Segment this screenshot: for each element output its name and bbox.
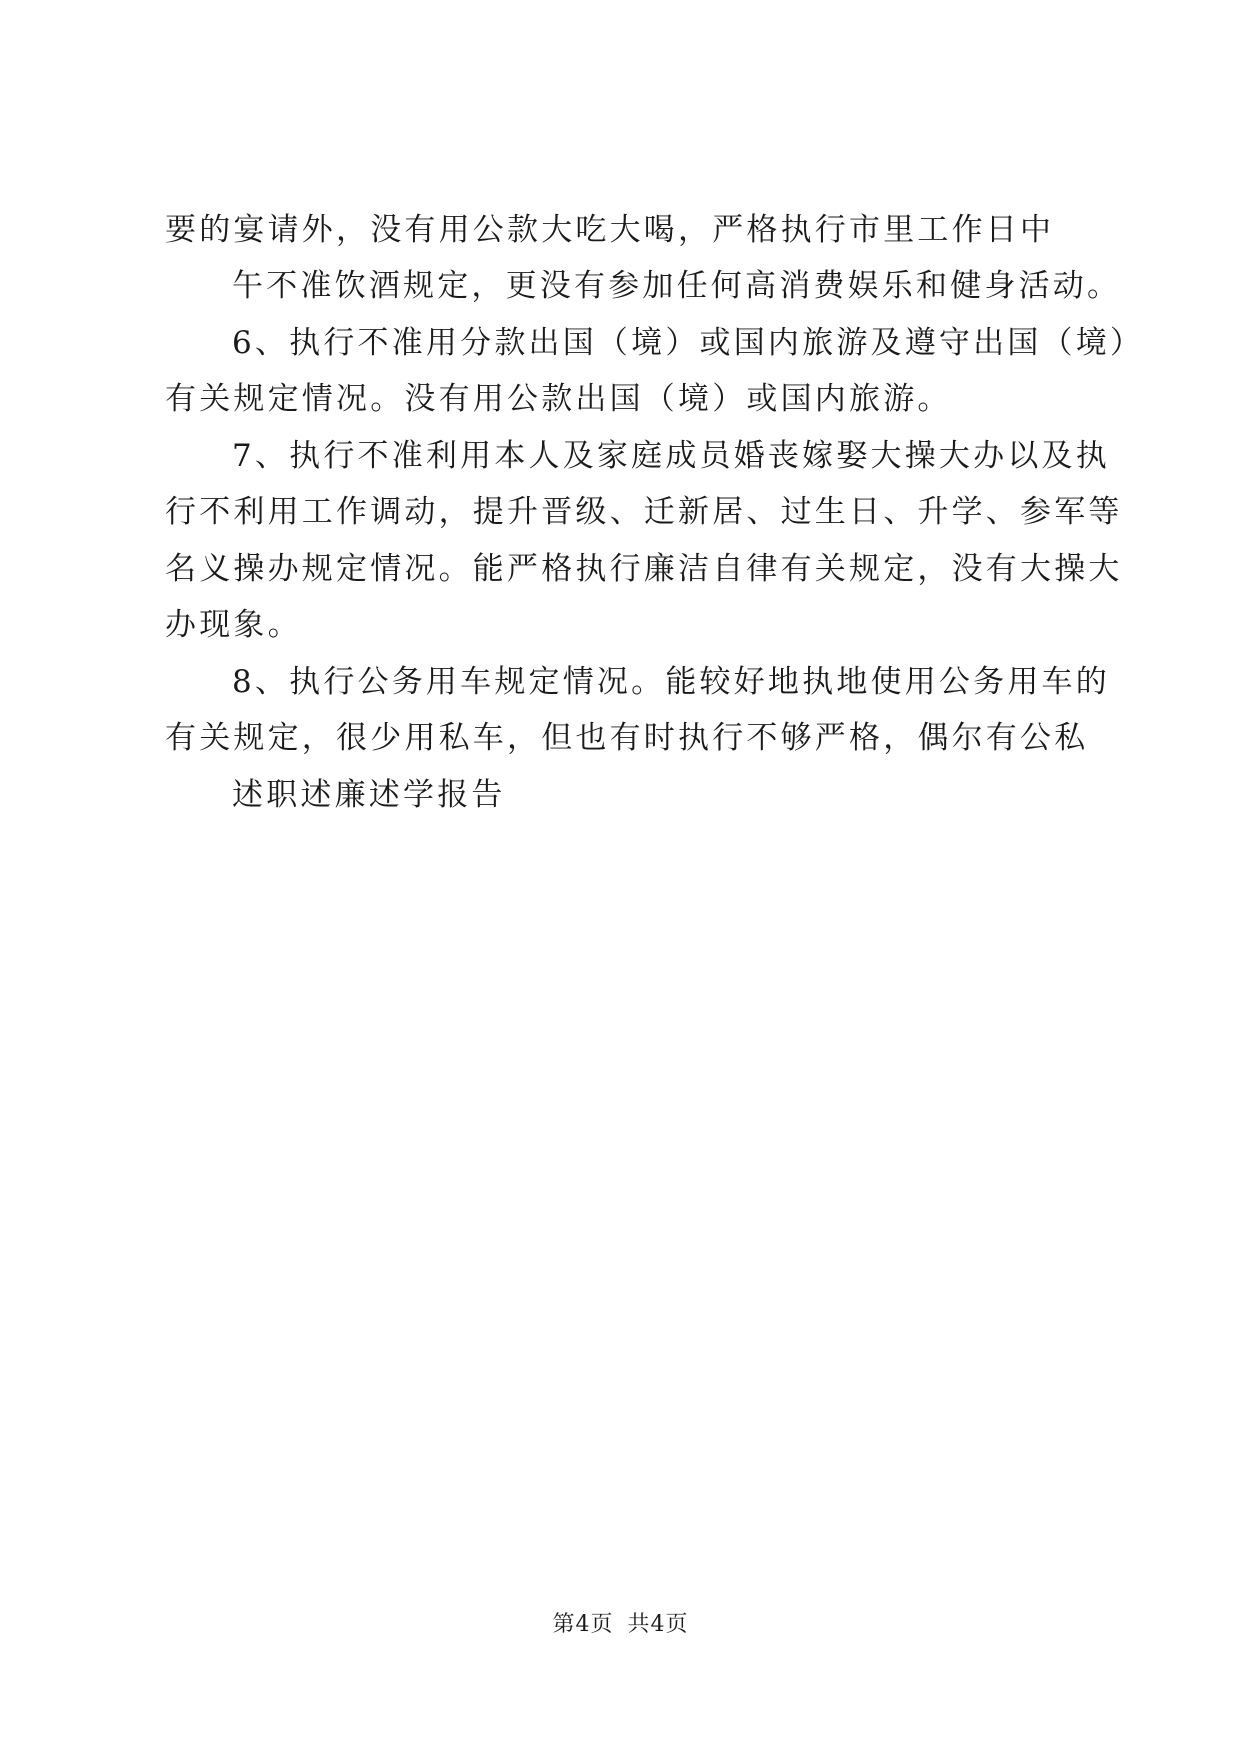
text-line-7: 名义操办规定情况。能严格执行廉洁自律有关规定，没有大操大 xyxy=(165,551,1123,587)
text-line-2: 午不准饮酒规定，更没有参加任何高消费娱乐和健身活动。 xyxy=(232,268,1122,304)
text-line-6: 行不利用工作调动，提升晋级、迁新居、过生日、升学、参军等 xyxy=(165,494,1123,530)
text-line-4: 有关规定情况。没有用公款出国（境）或国内旅游。 xyxy=(165,381,952,417)
text-line-3: 6、执行不准用分款出国（境）或国内旅游及遵守出国（境） xyxy=(232,325,1145,361)
text-line-11: 述职述廉述学报告 xyxy=(232,777,506,813)
page-footer xyxy=(0,1610,1241,1640)
text-line-1: 要的宴请外，没有用公款大吃大喝，严格执行市里工作日中 xyxy=(165,212,1055,248)
text-line-10: 有关规定，很少用私车，但也有时执行不够严格，偶尔有公私 xyxy=(165,720,1089,756)
text-line-9: 8、执行公务用车规定情况。能较好地执地使用公务用车的 xyxy=(232,664,1110,700)
text-line-5: 7、执行不准利用本人及家庭成员婚丧嫁娶大操大办以及执 xyxy=(232,438,1110,474)
page-total: 共4页 xyxy=(627,1612,689,1637)
page-number: 第4页 xyxy=(552,1612,614,1637)
text-line-8: 办现象。 xyxy=(165,607,302,643)
